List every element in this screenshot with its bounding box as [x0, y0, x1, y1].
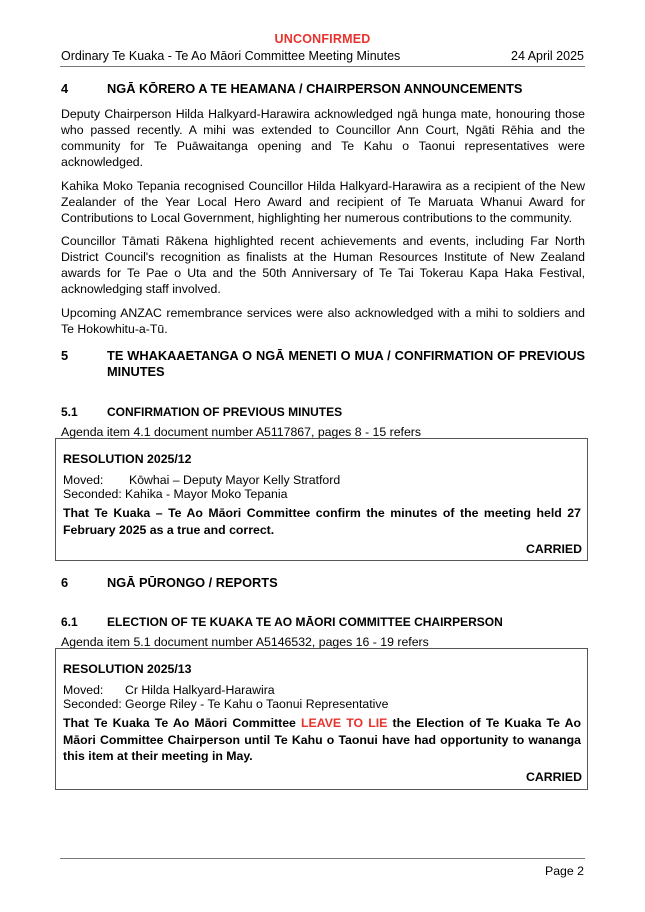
- moved-label: Moved:: [63, 473, 104, 487]
- header-meeting-title: Ordinary Te Kuaka - Te Ao Māori Committee Meeting Minutes: [61, 49, 401, 63]
- resolution-outcome: CARRIED: [525, 542, 582, 556]
- subsection-6-1-number: 6.1: [61, 615, 78, 629]
- page-number: Page 2: [545, 864, 584, 878]
- resolution-text: [63, 715, 581, 765]
- moved-by: Kōwhai – Deputy Mayor Kelly Stratford: [129, 473, 341, 487]
- subsection-6-1-title: ELECTION OF TE KUAKA TE AO MĀORI COMMITTEE CHAIRPERSON: [107, 615, 503, 629]
- resolution-title: RESOLUTION 2025/12: [63, 452, 192, 466]
- section-4-title: NGĀ KŌRERO A TE HEAMANA / CHAIRPERSON ANNOUNCEMENTS: [107, 81, 523, 96]
- seconded-label: Seconded:: [63, 487, 122, 501]
- section-6-number: 6: [61, 575, 69, 590]
- seconded-by: Kahika - Mayor Moko Tepania: [125, 487, 288, 501]
- header-divider: [60, 66, 585, 67]
- moved-label: Moved:: [63, 683, 104, 697]
- paragraph-award: Kahika Moko Tepania recognised Councillor Hilda Halkyard-Harawira as a recipient of the New Zealander of the Year Local Hero Award and recipient of Te Maruata Whanui Award for Contributions to Local Government, highlighting her numerous contributions to the community.: [61, 179, 585, 225]
- section-5-number: 5: [61, 348, 69, 363]
- subsection-5-1-title: CONFIRMATION OF PREVIOUS MINUTES: [107, 405, 343, 419]
- section-5-title: TE WHAKAAETANGA O NGĀ MENETI O MUA / CONFIRMATION OF PREVIOUS MINUTES: [107, 348, 585, 379]
- paragraph-mihi: Deputy Chairperson Hilda Halkyard-Harawira acknowledged ngā hunga mate, honouring those who passed recently. A mihi was extended to Councillor Ann Court, Ngāti Rēhia and the community for Te Puāwaitanga opening and Te Kahu o Taonui representatives were acknowledged.: [61, 107, 585, 169]
- resolution-text: That Te Kuaka – Te Ao Māori Committee confirm the minutes of the meeting held 27 February 2025 as a true and correct.: [63, 506, 581, 537]
- resolution-title: RESOLUTION 2025/13: [63, 662, 192, 676]
- agenda-reference-6-1: Agenda item 5.1 document number A5146532, pages 16 - 19 refers: [61, 635, 429, 649]
- paragraph-anzac: Upcoming ANZAC remembrance services were also acknowledged with a mihi to soldiers and Te Hokowhitu-a-Tū.: [61, 306, 585, 336]
- seconded-by: George Riley - Te Kahu o Taonui Representative: [125, 697, 389, 711]
- resolution-text-start: That Te Kuaka Te Ao Māori Committee: [63, 716, 302, 730]
- status-banner: UNCONFIRMED: [274, 32, 371, 46]
- seconded-label: Seconded:: [63, 697, 122, 711]
- resolution-outcome: CARRIED: [525, 770, 582, 784]
- resolution-box-2025-13: [55, 648, 588, 790]
- header-date: 24 April 2025: [511, 49, 584, 63]
- resolution-seconded: [63, 487, 287, 501]
- leave-to-lie-highlight: LEAVE TO LIE: [301, 716, 388, 730]
- resolution-seconded: [63, 697, 388, 711]
- section-4-number: 4: [61, 81, 69, 96]
- resolution-text-end: the Election of Te Kuaka Te Ao Māori Committee Chairperson until Te Kahu o Taonui have had opportunity to wananga this item at their meeting in May.: [63, 716, 581, 763]
- moved-by: Cr Hilda Halkyard-Harawira: [125, 683, 275, 697]
- paragraph-achievements: Councillor Tāmati Rākena highlighted recent achievements and events, including Far North District Council's recognition as finalists at the Human Resources Institute of New Zealand awards for Te Pae o Uta and the 50th Anniversary of Te Tai Tokerau Kapa Haka Festival, acknowledging staff involved.: [61, 234, 585, 296]
- section-6-title: NGĀ PŪRONGO / REPORTS: [107, 575, 278, 590]
- footer-divider: [60, 858, 585, 859]
- subsection-5-1-number: 5.1: [61, 405, 78, 419]
- agenda-reference-5-1: Agenda item 4.1 document number A5117867, pages 8 - 15 refers: [61, 425, 422, 439]
- resolution-box-2025-12: [55, 438, 588, 561]
- resolution-moved: [63, 473, 340, 487]
- resolution-moved: [63, 683, 275, 697]
